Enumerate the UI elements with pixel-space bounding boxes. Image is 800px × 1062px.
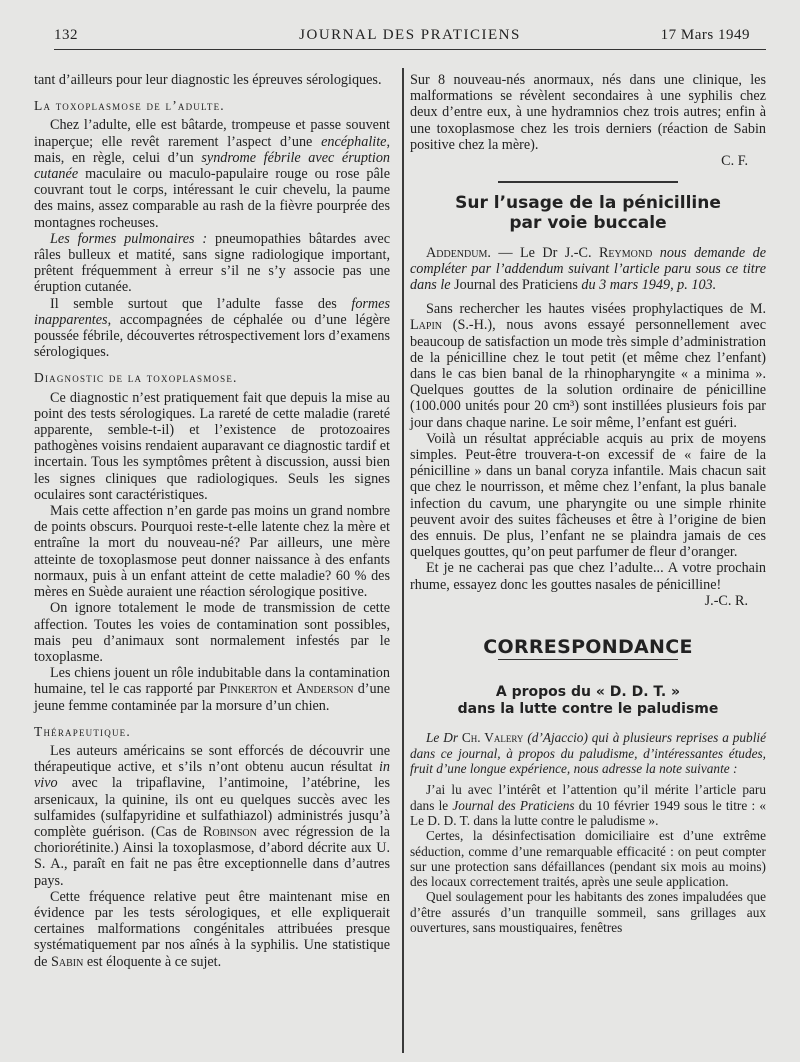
separator-rule [498, 659, 678, 660]
issue-date: 17 Mars 1949 [660, 27, 750, 43]
article-title: A propos du « D. D. T. » dans la lutte contre le paludisme [457, 684, 719, 718]
paragraph: On ignore totalement le mode de transmission de cette affection. Toutes les voies de contamination sont possibles, mais peu d’animaux sont normalement infestés par le toxoplasme. [34, 600, 390, 665]
section-heading-adult: La toxoplasmose de l’adulte. [34, 98, 225, 114]
column-divider [402, 68, 404, 1053]
paragraph: Les formes pulmonaires : pneumopathies bâtardes avec râles bulleux et matité, sans signe radiologique important, prêtent fréquemment à erreur s’il ne s’y associe pas une éruption cutanée. [34, 230, 390, 296]
article-title: Sur l’usage de la pénicilline par voie buccale [455, 192, 721, 233]
left-column [34, 72, 390, 970]
paragraph: J’ai lu avec l’intérêt et l’attention qu’il mérite l’article paru dans le Journal des Praticiens du 10 février 1949 sous le titre : « Le D. D. T. dans la lutte contre le paludisme ». [410, 782, 766, 828]
paragraph: Ce diagnostic n’est pratiquement fait que depuis la mise au point des tests sérologiques. La rareté de cette maladie (rareté apparente, semble-t-il) et l’existence de protozoaires pathogènes voisins rendaient auparavant ce diagnostic tardif et incertain. Tous les symptômes prêtent à discussion, aussi bien les signes cliniques que radiologiques. Seuls les signes oculaires sont caractéristiques. [34, 389, 390, 503]
page-number: 132 [54, 27, 78, 43]
paragraph: Les chiens jouent un rôle indubitable dans la contamination humaine, tel le cas rapporté par Pinkerton et Anderson d’une jeune femme contaminée par la morsure d’un chien. [34, 665, 390, 714]
paragraph: Et je ne cacherai pas que chez l’adulte... A votre prochain rhume, essayez donc les gouttes nasales de pénicilline! [410, 560, 766, 593]
paragraph: Les auteurs américains se sont efforcés de découvrir une thérapeutique active, et s’ils n’ont obtenu aucun résultat in vivo avec la tripaflavine, l’antimoine, l’atébrine, les arsenicaux, la quinine, ils ont eu quelques succès avec les sulfamides (sulfapyridine et sulfathiazol) administrés jusqu’à complète guérison. (Cas de Robinson avec régression de la choriorétinite.) Ainsi la toxoplasmose, d’abord décrite aux U. S. A., paraît en fait ne pas être exceptionnelle dans d’autres pays. [34, 742, 390, 889]
addendum-paragraph: Addendum. — Le Dr J.-C. Reymond nous demande de compléter par l’addendum suivant l’article paru sous ce titre dans le Journal des Praticiens du 3 mars 1949, p. 103. [410, 244, 766, 293]
paragraph: Mais cette affection n’en garde pas moins un grand nombre de points obscurs. Pourquoi reste-t-elle latente chez la mère et entraîne la mort du nouveau-né? Par ailleurs, une mère atteinte de toxoplasmose peut donner naissance à des enfants normaux, puis à un enfant atteint de cette maladie? 60 % des mères en Suède auraient une réaction sérologique positive. [34, 503, 390, 601]
paragraph: Quel soulagement pour les habitants des zones impaludées que d’être assurés d’un tranquille sommeil, sans grillages aux ouvertures, sans moustiquaires, fenêtres [410, 889, 766, 936]
paragraph: Sur 8 nouveau-nés anormaux, nés dans une clinique, les malformations se révèlent secondaires à une syphilis chez deux d’entre eux, à une hydramnios chez trois autres; enfin à une toxoplasmose chez les trois derniers (réaction de Sabin positive chez la mère). [410, 72, 766, 153]
paragraph: Sans rechercher les hautes visées prophylactiques de M. Lapin (S.-H.), nous avons essayé personnellement avec beaucoup de satisfaction un mode très simple d’administration de la pénicilline chez le tout petit (et même chez l’enfant) dans le cas bien banal de la rhinopharyngite « a minima ». Quelques gouttes de la solution ordinaire de pénicilline (100.000 unités pour 20 cm³) sont instillées plusieurs fois par jour dans chaque narine. Le soir même, l’enfant est guéri. [410, 301, 766, 431]
journal-title: JOURNAL DES PRATICIENS [299, 27, 521, 43]
paragraph: Cette fréquence relative peut être maintenant mise en évidence par les tests sérologiques, et elle expliquerait certaines malformations congénitales attribuées presque systématiquement par nos aînés à la syphilis. Une statistique de Sabin est éloquente à ce sujet. [34, 888, 390, 970]
section-heading-diagnosis: Diagnostic de la toxoplasmose. [34, 370, 238, 386]
section-title-correspondance: CORRESPONDANCE [483, 635, 693, 658]
running-header [54, 27, 766, 50]
paragraph: tant d’ailleurs pour leur diagnostic les épreuves sérologiques. [34, 72, 382, 88]
paragraph: Certes, la désinfectisation domiciliaire est d’une extrême séduction, comme d’une remarquable efficacité : on peut compter sur une protection sans défaillances (pendant six mois au moins) des locaux correctement traités, après une seule application. [410, 828, 766, 890]
intro-paragraph: Le Dr Ch. Valery (d’Ajaccio) qui à plusieurs reprises a publié dans ce journal, à propos du paludisme, d’intéressantes études, fruit d’une longue expérience, nous adresse la note suivante : [410, 730, 766, 777]
signature: C. F. [721, 153, 748, 170]
section-heading-therapy: Thérapeutique. [34, 723, 131, 739]
signature: J.-C. R. [704, 592, 748, 609]
right-column [410, 72, 766, 935]
paragraph: Voilà un résultat appréciable acquis au prix de moyens simples. Peut-être trouvera-t-on excessif de « faire de la pénicilline » dans un banal coryza infantile. Mais chacun sait que chez le nourrisson, et même chez l’enfant, la plus banale infection du cavum, une pharyngite ou une simple rhinite peuvent avoir des suites fâcheuses et être à l’origine de bien des ennuis. De plus, l’enfant ne se plaindra jamais de ces quelques gouttes, qu’on peut parfumer de fleur d’oranger. [410, 430, 766, 561]
paragraph: Il semble surtout que l’adulte fasse des formes inapparentes, accompagnées de céphalée ou d’une légère poussée fébrile, découvertes rétrospectivement lors d’examens sérologiques. [34, 295, 390, 361]
paragraph: Chez l’adulte, elle est bâtarde, trompeuse et passe souvent inaperçue; elle revêt rarement l’aspect d’une encéphalite, mais, en règle, celui d’un syndrome fébrile avec éruption cutanée maculaire ou maculo-papulaire rouge ou rose pâle couvrant tout le corps, intéressant le cuir chevelu, la paume des mains, assez comparable au rash de la fièvre pourprée des montagnes rocheuses. [34, 117, 391, 231]
separator-rule [498, 181, 678, 182]
